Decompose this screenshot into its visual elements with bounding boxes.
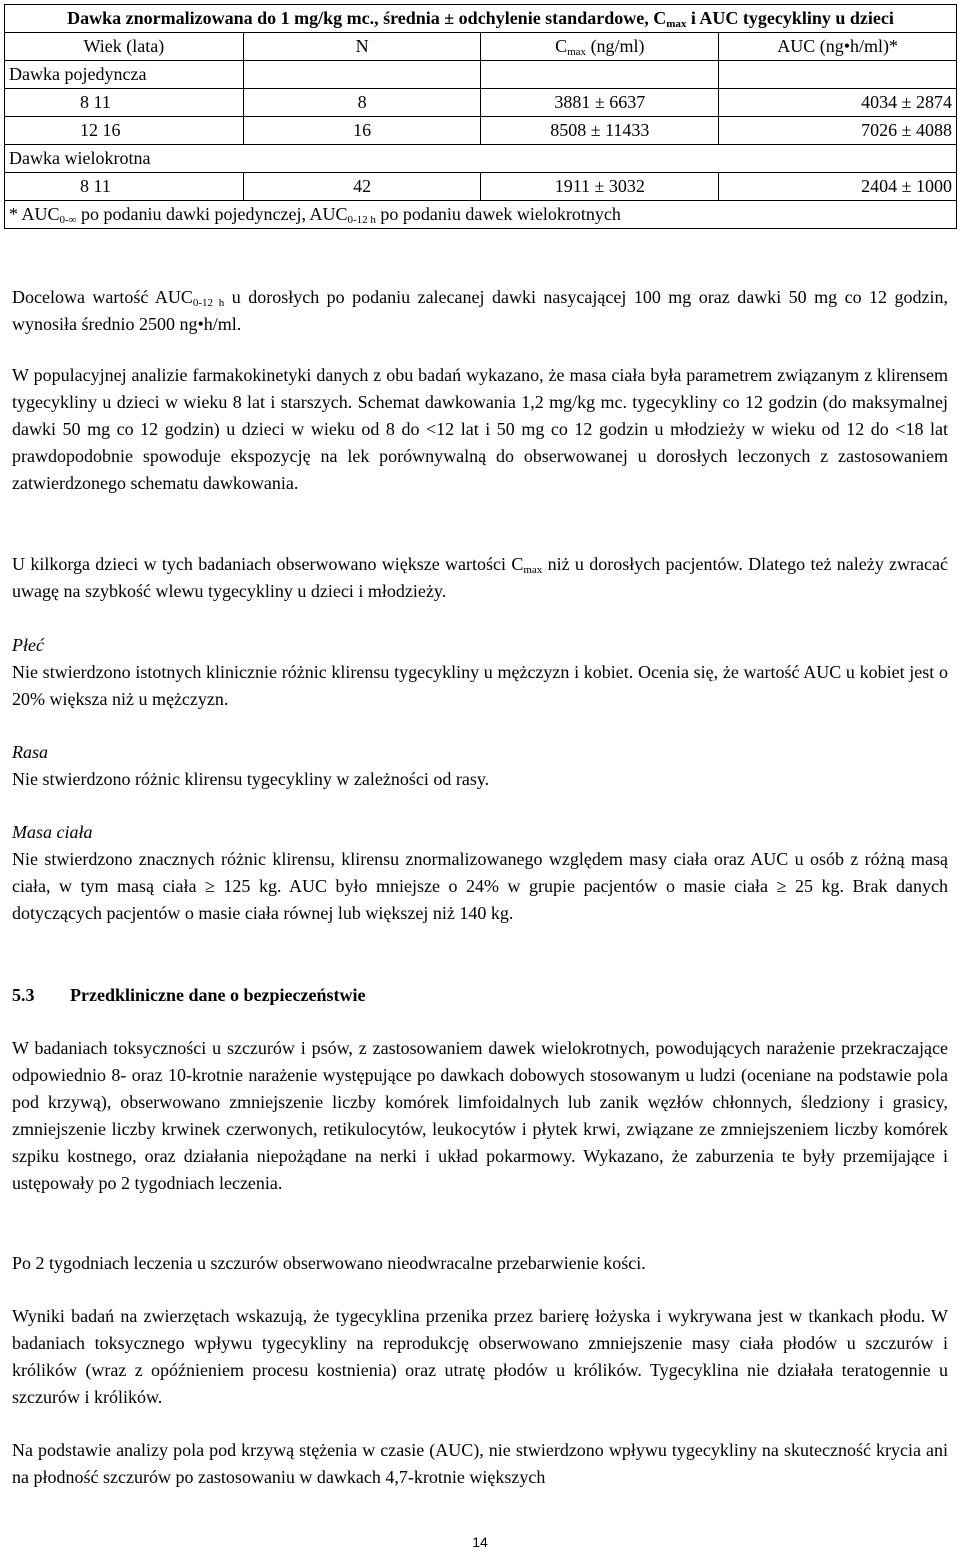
group-row-single [5,61,957,89]
cell-age: 12 16 [5,117,244,145]
paragraph-placenta: Wyniki badań na zwierzętach wskazują, że tygecyklina przenika przez barierę łożyska i wykrywana jest w tkankach płodu. W badaniach toksycznego wpływu tygecykliny na reprodukcję obserwowano zmniejszenie masy ciała płodów u szczurów i królików (wraz z opóźnieniem procesu kostnienia) oraz utratę płodów u królików. Tygecyklina nie działała teratogennie u szczurów i królików. [12,1306,948,1407]
cell-auc: 7026 ± 4088 [719,117,957,145]
paragraph-population-analysis: W populacyjnej analizie farmakokinetyki danych z obu badań wykazano, że masa ciała była parametrem związanym z klirensem tygecykliny u dzieci w wieku 8 lat i starszych. Schemat dawkowania 1,2 mg/kg mc. tygecykliny co 12 godzin (do maksymalnej dawki 50 mg co 12 godzin) u dzieci w wieku od 8 do <12 lat i 50 mg co 12 godzin u młodzieży w wieku od 12 do <18 lat prawdopodobnie spowoduje ekspozycję na lek porównywalną do obserwowanej u dorosłych leczonych z zastosowaniem zatwierdzonego schematu dawkowania. [12,365,948,493]
heading-sex: Płeć [12,635,44,655]
paragraph-body-weight: Nie stwierdzono znacznych różnic klirensu, klirensu znormalizowanego względem masy ciała oraz AUC u osób z różną masą ciała, w tym masą ciała ≥ 125 kg. AUC było mniejsze o 24% w grupie pacjentów o masie ciała ≥ 25 kg. Brak danych dotyczących pacjentów o masie ciała równej lub większej niż 140 kg. [12,849,948,923]
cell-age: 8 11 [5,89,244,117]
paragraph-cmax-children: U kilkorga dzieci w tych badaniach obserwowano większe wartości $C_{max}$ niż u dorosłych pacjentów. Dlatego też należy zwracać uwagę na szybkość wlewu tygecykliny u dzieci i młodzieży. [12,554,948,601]
header-age: Wiek (lata) [5,33,244,61]
table-footnote: * $AUC_{0-\infty}$ po podaniu dawki pojedynczej, $AUC_{0-12 h}$ po podaniu dawek wielokrotnych [5,201,957,229]
cell-n: 16 [243,117,481,145]
cell-cmax: 3881 ± 6637 [481,89,719,117]
cell-age: 8 11 [5,173,244,201]
table-header-row [5,33,957,61]
table-row [5,173,957,201]
cell-n: 8 [243,89,481,117]
paragraph-toxicity: W badaniach toksyczności u szczurów i psów, z zastosowaniem dawek wielokrotnych, powodujących narażenie przekraczające odpowiednio 8- oraz 10-krotnie narażenie występujące po dawkach dobowych stosowanym u ludzi (oceniane na podstawie pola pod krzywą), obserwowano zmniejszenie liczby komórek limfoidalnych lub zanik węzłów chłonnych, śledziony i grasicy, zmniejszenie liczby krwinek czerwonych, retikulocytów, leukocytów i płytek krwi, związane ze zmniejszeniem liczby komórek szpiku kostnego, oraz działania niepożądane na nerki i układ pokarmowy. Wykazano, że zaburzenia te były przemijające i ustępowały po 2 tygodniach leczenia. [12,1038,948,1193]
table-row [5,117,957,145]
paragraph-bone-discoloration: Po 2 tygodniach leczenia u szczurów obserwowano nieodwracalne przebarwienie kości. [12,1253,646,1273]
group-row-multiple [5,145,957,173]
section-heading-5-3 [12,982,365,1009]
cell-cmax: 1911 ± 3032 [481,173,719,201]
header-cmax: $C_{max}$ (ng/ml) [481,33,719,61]
paragraph-race: Nie stwierdzono różnic klirensu tygecykliny w zależności od rasy. [12,769,490,789]
pharmacokinetics-table [4,4,957,229]
table-title: Dawka znormalizowana do 1 mg/kg mc., średnia ± odchylenie standardowe, $C_{max}$ i AUC tygecykliny u dzieci [5,5,957,33]
table-row [5,89,957,117]
section-number: 5.3 [12,985,35,1005]
paragraph-sex: Nie stwierdzono istotnych klinicznie różnic klirensu tygecykliny u mężczyzn i kobiet. Ocenia się, że wartość AUC u kobiet jest o 20% większa niż u mężczyzn. [12,662,948,709]
cell-n: 42 [243,173,481,201]
header-auc: AUC (ng•h/ml)* [719,33,957,61]
table-title-row [5,5,957,33]
header-n: N [243,33,481,61]
section-title: Przedkliniczne dane o bezpieczeństwie [70,985,366,1005]
cell-cmax: 8508 ± 11433 [481,117,719,145]
table-footnote-row [5,201,957,229]
heading-race: Rasa [12,742,48,762]
heading-body-weight: Masa ciała [12,822,93,842]
cell-auc: 4034 ± 2874 [719,89,957,117]
cell-auc: 2404 ± 1000 [719,173,957,201]
paragraph-target-auc: Docelowa wartość $AUC_{0-12 h}$ u dorosłych po podaniu zalecanej dawki nasycającej 100 mg oraz dawki 50 mg co 12 godzin, wynosiła średnio 2500 ng•h/ml. [12,287,948,334]
paragraph-fertility: Na podstawie analizy pola pod krzywą stężenia w czasie (AUC), nie stwierdzono wpływu tygecykliny na skuteczność krycia ani na płodność szczurów po zastosowaniu w dawkach 4,7-krotnie większych [12,1440,948,1487]
group-label-single: Dawka pojedyncza [5,61,244,89]
page-number: 14 [472,1534,488,1550]
group-label-multiple: Dawka wielokrotna [5,145,957,173]
